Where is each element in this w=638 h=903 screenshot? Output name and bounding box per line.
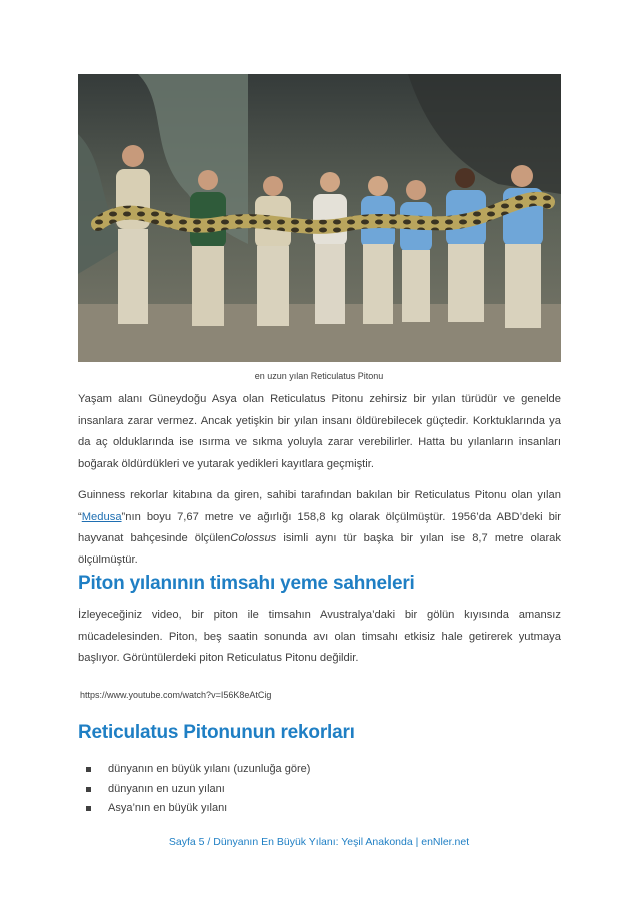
paragraph-records-part1: Guinness rekorlar kitabına da giren, sahibi tarafından bakılan bir Reticulatus Pitonu olan yılan “	[78, 489, 561, 523]
list-item: dünyanın en uzun yılanı	[86, 780, 310, 800]
medusa-link[interactable]: Medusa	[81, 510, 122, 523]
photo-illustration	[78, 74, 561, 362]
paragraph-records-part2: ”nın boyu 7,67 metre ve ağırlığı 158,8 kg olarak ölçülmüştür. 1956’da ABD’deki bir hayvanat bahçesinde ölçülen	[78, 510, 561, 544]
heading-crocodile-scenes: Piton yılanının timsahı yeme sahneleri	[78, 573, 415, 594]
paragraph-records	[78, 485, 561, 571]
records-list	[86, 760, 310, 819]
heading-python-records: Reticulatus Pitonunun rekorları	[78, 722, 355, 743]
page-footer: Sayfa 5 / Dünyanın En Büyük Yılanı: Yeşil Anakonda | enNler.net	[168, 836, 470, 848]
paragraph-habitat: Yaşam alanı Güneydoğu Asya olan Reticulatus Pitonu zehirsiz bir yılan türüdür ve genelde insanlara zarar vermez. Ancak yetişkin bir yılan insanı öldürebilecek güçtedir. Korktuklarında ya da aç olduklarında ise ısırma ve sıkma yoluyla zarar verebilirler. Hatta bu yılanların insanları boğarak öldürdükleri ve yutarak yedikleri kayıtlara geçmiştir.	[78, 393, 561, 470]
paragraph-video: İzleyeceğiniz video, bir piton ile timsahın Avustralya’daki bir gölün kıyısında amansız mücadelesinden. Piton, beş saatin sonunda avı olan timsahı etkisiz hale getirerek yutmaya başlıyor. Görüntülerdeki piton Reticulatus Pitonu değildir.	[78, 609, 561, 664]
list-item: Asya’nın en büyük yılanı	[86, 799, 310, 819]
paragraph-records-part3: isimli aynı tür başka bir yılan ise 8,7 metre olarak ölçülmüştür.	[78, 532, 561, 566]
video-url-link[interactable]: https://www.youtube.com/watch?v=I56K8eAtCig	[80, 690, 272, 700]
list-item: dünyanın en büyük yılanı (uzunluğa göre)	[86, 760, 310, 780]
snake-photo	[78, 74, 561, 362]
photo-caption: en uzun yılan Reticulatus Pitonu	[254, 371, 384, 381]
colossus-name: Colossus	[230, 532, 277, 544]
